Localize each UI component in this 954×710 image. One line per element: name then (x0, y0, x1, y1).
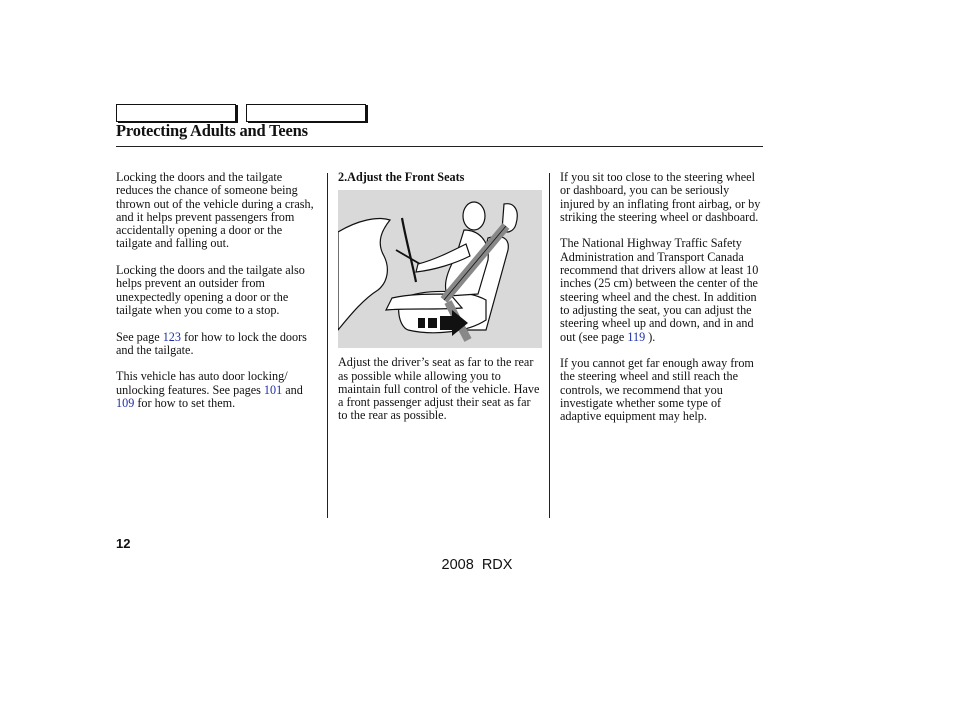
paragraph-door-locking: Locking the doors and the tailgate reduces the chance of someone being thrown out of the vehicle during a crash, and it helps prevent passengers from accidentally opening a door or the tailgate and falling out. (116, 170, 314, 251)
page-link-119[interactable]: 119 (627, 329, 646, 344)
seat-adjustment-illustration (338, 190, 542, 348)
text: ). (645, 329, 656, 344)
page-link-109[interactable]: 109 (116, 396, 135, 411)
text: See page (116, 329, 163, 344)
text: This vehicle has auto door locking/ unlocking features. See pages (116, 369, 288, 397)
header-tab-2 (246, 104, 366, 122)
footer-model (0, 557, 954, 573)
left-column (116, 171, 316, 424)
text: and (282, 382, 303, 397)
header-tab-1 (116, 104, 236, 122)
title-rule (116, 146, 763, 147)
paragraph-adjust-seat: Adjust the driver’s seat as far to the rear as possible while allowing you to maintain full control of the vehicle. Have a front passenger adjust their seat as far to the rear as possible. (338, 355, 540, 423)
subheading: 2.Adjust the Front Seats (338, 170, 465, 184)
middle-column (338, 171, 543, 436)
paragraph-nhtsa (560, 237, 765, 343)
column-divider-1 (327, 173, 328, 518)
paragraph-outsider: Locking the doors and the tailgate also helps prevent an outsider from unexpectedly opening a door or the tailgate when you come to a stop. (116, 263, 305, 317)
paragraph-auto-locking (116, 370, 316, 410)
text: The National Highway Traffic Safety Administration and Transport Canada recommend that drivers allow at least 10 inches (25 cm) between the center of the steering wheel and the chest. In addition to adjusting the seat, you can adjust the steering wheel up and down, and in and out (see page (560, 236, 759, 344)
column-divider-2 (549, 173, 550, 518)
page-title: Protecting Adults and Teens (116, 121, 308, 140)
paragraph-see-page (116, 331, 316, 358)
page-link-101[interactable]: 101 (263, 382, 283, 397)
text: for how to set them. (134, 396, 236, 411)
page-number: 12 (116, 536, 131, 551)
paragraph-too-close: If you sit too close to the steering wheel or dashboard, you can be seriously injured by an inflating front airbag, or by striking the steering wheel or dashboard. (560, 170, 761, 224)
right-column (560, 171, 765, 437)
footer-year: 2008 (441, 557, 474, 573)
page-link-123[interactable]: 123 (162, 329, 181, 344)
footer-model-name: RDX (481, 557, 513, 573)
text: for how to lock the doors and the tailgate. (116, 329, 307, 357)
paragraph-adaptive-equipment: If you cannot get far enough away from the steering wheel and still reach the controls, we recommend that you investigate whether some type of adaptive equipment may help. (560, 356, 754, 424)
